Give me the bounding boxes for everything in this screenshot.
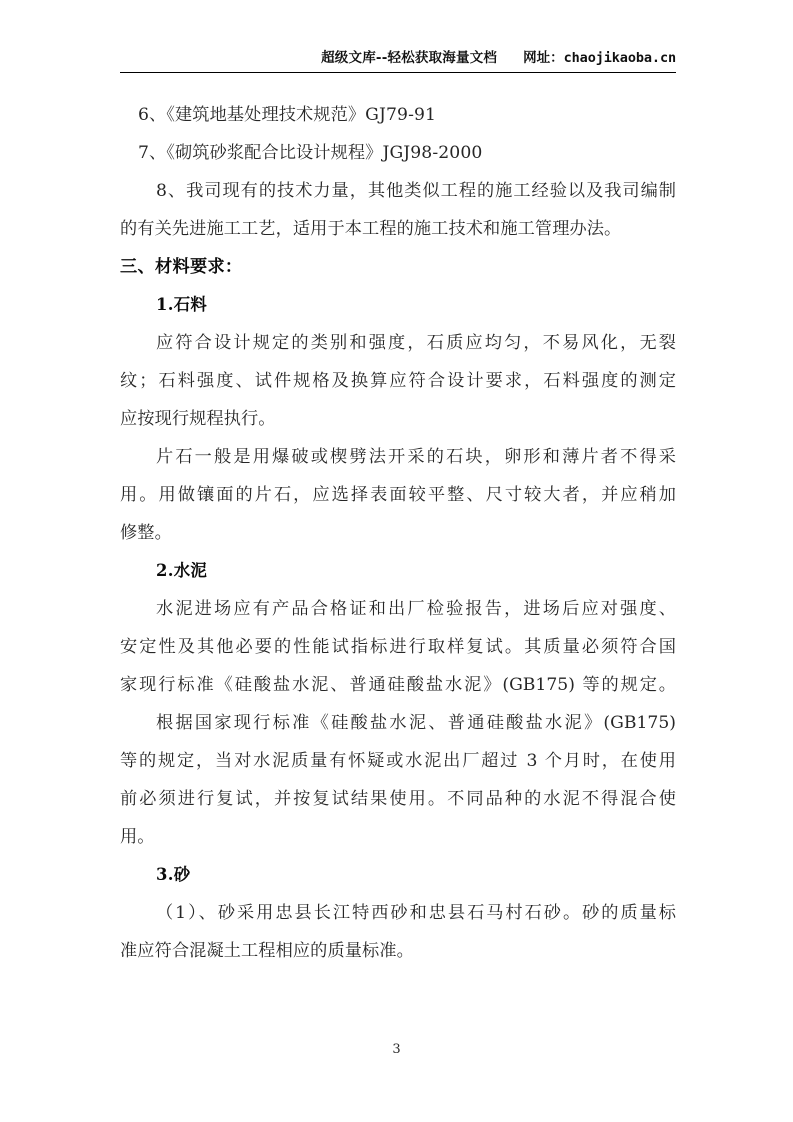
subsection-heading-cement: 2.水泥	[156, 561, 208, 580]
list-item-7: 7、《砌筑砂浆配合比设计规程》JGJ98-2000	[138, 143, 483, 163]
page-footer	[0, 1038, 793, 1057]
header-divider-rule	[120, 72, 676, 73]
list-item-8-line-1: 8、我司现有的技术力量，其他类似工程的施工经验以及我司编制	[156, 181, 676, 201]
page-header	[120, 46, 676, 73]
list-item-8-line-2: 的有关先进施工工艺，适用于本工程的施工技术和施工管理办法。	[120, 219, 622, 239]
cement-p2-line-3: 前必须进行复试，并按复试结果使用。不同品种的水泥不得混合使	[120, 789, 676, 809]
header-url-label: 网址：	[523, 50, 564, 66]
section-heading-materials: 三、材料要求：	[120, 257, 243, 277]
stone-p2-line-3: 修整。	[120, 523, 172, 543]
sand-p1-line-2: 准应符合混凝土工程相应的质量标准。	[120, 941, 414, 961]
cement-p1-line-1: 水泥进场应有产品合格证和出厂检验报告，进场后应对强度、	[156, 599, 676, 619]
header-site-name: 超级文库--轻松获取海量文档	[321, 50, 498, 66]
subsection-heading-stone: 1.石料	[156, 295, 208, 314]
cement-p2-line-2: 等的规定，当对水泥质量有怀疑或水泥出厂超过 3 个月时，在使用	[120, 751, 676, 771]
stone-p2-line-2: 用。用做镶面的片石，应选择表面较平整、尺寸较大者，并应稍加	[120, 485, 676, 505]
page-number: 3	[392, 1042, 401, 1057]
cement-p1-line-2: 安定性及其他必要的性能试指标进行取样复试。其质量必须符合国	[120, 637, 676, 657]
stone-p1-line-3: 应按现行规程执行。	[120, 409, 276, 429]
cement-p1-line-3: 家现行标准《硅酸盐水泥、普通硅酸盐水泥》(GB175) 等的规定。	[120, 675, 676, 695]
stone-p1-line-1: 应符合设计规定的类别和强度，石质应均匀，不易风化，无裂	[156, 333, 676, 353]
stone-p2-line-1: 片石一般是用爆破或楔劈法开采的石块，卵形和薄片者不得采	[156, 447, 676, 467]
document-body	[120, 96, 676, 970]
cement-p2-line-1: 根据国家现行标准《硅酸盐水泥、普通硅酸盐水泥》(GB175)	[156, 713, 676, 733]
sand-p1-line-1: （1）、砂采用忠县长江特西砂和忠县石马村石砂。砂的质量标	[156, 903, 676, 923]
list-item-6: 6、《建筑地基处理技术规范》GJ79-91	[138, 105, 437, 125]
header-url-value: chaojikaoba.cn	[563, 50, 676, 66]
subsection-heading-sand: 3.砂	[156, 865, 191, 884]
cement-p2-line-4: 用。	[120, 827, 155, 847]
page-header-text	[120, 46, 676, 72]
stone-p1-line-2: 纹；石料强度、试件规格及换算应符合设计要求，石料强度的测定	[120, 371, 676, 391]
